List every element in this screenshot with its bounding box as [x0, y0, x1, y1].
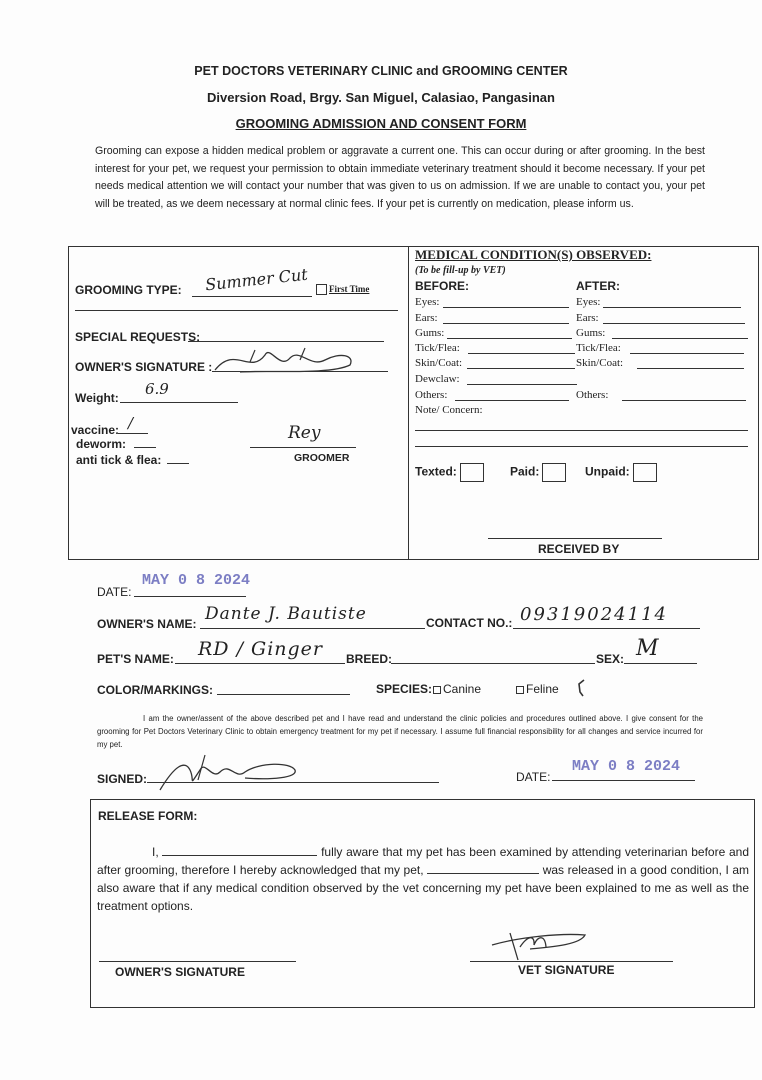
- received-by-line[interactable]: [488, 538, 662, 539]
- owner-name-line[interactable]: [200, 628, 425, 629]
- paid-checkbox[interactable]: [542, 463, 566, 482]
- first-time-checkbox[interactable]: [316, 284, 327, 295]
- sex-value: M: [636, 636, 659, 661]
- before-item-line-4[interactable]: [467, 368, 575, 369]
- contact-label: CONTACT NO.:: [426, 616, 513, 630]
- release-owner-sig-label: OWNER'S SIGNATURE: [115, 965, 245, 979]
- breed-line[interactable]: [391, 663, 595, 664]
- intro-paragraph: Grooming can expose a hidden medical problem or aggravate a current one. This can occur during or after grooming. In the best interest for your pet, we request your permission to obtain immediate veterinary treatment should it become necessary. If your pet needs medical attention we will contact your number that was given to us on admission. If we are unable to contact you, your pet will be treated, as we deem necessary at normal clinic fees. If your pet is currently on medication, please inform us.: [95, 145, 705, 210]
- groomer-line[interactable]: [250, 447, 356, 448]
- clinic-name: PET DOCTORS VETERINARY CLINIC and GROOMING CENTER: [194, 64, 568, 78]
- feline-checkbox[interactable]: [516, 686, 524, 694]
- groomer-value: Rey: [288, 423, 321, 443]
- canine-checkbox[interactable]: [433, 686, 441, 694]
- before-item-line-6[interactable]: [455, 400, 569, 401]
- after-item-line-0[interactable]: [603, 307, 741, 308]
- tick-flea-label: anti tick & flea:: [76, 453, 162, 467]
- form-title: GROOMING ADMISSION AND CONSENT FORM: [235, 116, 527, 131]
- consent-date-label: DATE:: [516, 770, 551, 784]
- release-title: RELEASE FORM:: [98, 809, 198, 823]
- sex-line[interactable]: [624, 663, 697, 664]
- sex-label: SEX:: [596, 652, 625, 666]
- release-text-2: was released in a good condition, I am also aware that if any medical condition observed by the vet concerning my pet have been explained to me as well as the treatment options.: [97, 863, 749, 913]
- release-name-blank[interactable]: [162, 855, 317, 856]
- after-label: AFTER:: [576, 279, 620, 293]
- weight-label: Weight:: [75, 391, 119, 405]
- owner-name-label: OWNER'S NAME:: [97, 617, 197, 631]
- release-paragraph: [97, 843, 749, 915]
- before-label: BEFORE:: [415, 279, 469, 293]
- date-stamp: MAY 0 8 2024: [142, 572, 251, 589]
- clinic-address: Diversion Road, Brgy. San Miguel, Calasiao, Pangasinan: [207, 90, 555, 105]
- medical-subtitle: (To be fill-up by VET): [415, 265, 506, 276]
- before-item-line-2[interactable]: [447, 338, 572, 339]
- before-item-label-2: Gums:: [415, 327, 445, 339]
- release-owner-sig-line[interactable]: [99, 961, 296, 962]
- after-item-label-5: Others:: [576, 389, 609, 401]
- consent-date-line[interactable]: [552, 780, 695, 781]
- vaccine-line[interactable]: [118, 433, 148, 434]
- medical-title: MEDICAL CONDITION(S) OBSERVED:: [415, 247, 652, 262]
- feline-option[interactable]: [516, 682, 559, 696]
- after-item-label-1: Ears:: [576, 312, 599, 324]
- texted-checkbox[interactable]: [460, 463, 484, 482]
- breed-label: BREED:: [346, 652, 393, 666]
- unpaid-field: [585, 463, 657, 482]
- before-item-label-0: Eyes:: [415, 296, 440, 308]
- groomer-label: GROOMER: [294, 452, 350, 464]
- first-time-label: First Time: [329, 284, 370, 294]
- before-item-line-1[interactable]: [443, 323, 569, 324]
- after-item-line-3[interactable]: [630, 353, 744, 354]
- after-item-label-3: Tick/Flea:: [576, 342, 621, 354]
- before-item-label-5: Dewclaw:: [415, 373, 460, 385]
- texted-field: [415, 463, 484, 482]
- after-item-label-2: Gums:: [576, 327, 606, 339]
- owner-signature-label: OWNER'S SIGNATURE :: [75, 360, 213, 374]
- release-text-1: fully aware that my pet has been examined by attending veterinarian before and after grooming, therefore I hereby acknowledged that my pet,: [97, 845, 749, 877]
- before-item-label-6: Others:: [415, 389, 448, 401]
- consent-text: I am the owner/assent of the above described pet and I have read and understand the clinic policies and procedures outlined above. I give consent for the grooming for Pet Doctors Veterinary Clinic to obtain emergency treatment for my pet if necessary. I assume full financial responsibility for all changes and service incurred for my pet.: [97, 714, 703, 749]
- note-line-2[interactable]: [415, 446, 748, 447]
- signed-label: SIGNED:: [97, 772, 148, 786]
- tick-flea-line[interactable]: [167, 463, 189, 464]
- species-label: SPECIES:: [376, 682, 433, 696]
- note-line-1[interactable]: [415, 430, 748, 431]
- date-line[interactable]: [134, 596, 246, 597]
- after-item-line-1[interactable]: [603, 323, 745, 324]
- vet-signature-scribble: [490, 925, 590, 965]
- before-item-line-0[interactable]: [443, 307, 569, 308]
- weight-line[interactable]: [120, 402, 238, 403]
- consent-date-stamp: MAY 0 8 2024: [572, 758, 681, 775]
- release-i: I,: [152, 845, 159, 859]
- weight-value: 6.9: [145, 380, 169, 398]
- grooming-type-line[interactable]: [192, 296, 312, 297]
- deworm-label: deworm:: [76, 437, 127, 451]
- received-by-label: RECEIVED BY: [538, 542, 620, 556]
- grooming-type-value: Summer Cut: [204, 264, 309, 295]
- color-markings-label: COLOR/MARKINGS:: [97, 683, 213, 697]
- pet-name-label: PET'S NAME:: [97, 652, 174, 666]
- grooming-extra-line: [75, 310, 398, 311]
- canine-label: Canine: [443, 682, 482, 696]
- date-label: DATE:: [97, 585, 132, 599]
- unpaid-checkbox[interactable]: [633, 463, 657, 482]
- first-time-option[interactable]: [316, 284, 369, 295]
- before-item-label-3: Tick/Flea:: [415, 342, 460, 354]
- pet-name-line[interactable]: [175, 663, 345, 664]
- feline-label: Feline: [526, 682, 559, 696]
- before-item-line-5[interactable]: [467, 384, 577, 385]
- special-requests-label: SPECIAL REQUESTS:: [75, 330, 201, 344]
- before-item-label-4: Skin/Coat:: [415, 357, 463, 369]
- release-pet-blank[interactable]: [427, 873, 539, 874]
- canine-option[interactable]: [433, 682, 481, 696]
- after-item-line-2[interactable]: [612, 338, 748, 339]
- before-item-line-3[interactable]: [468, 353, 575, 354]
- paid-label: Paid:: [510, 464, 540, 479]
- grooming-type-label: GROOMING TYPE:: [75, 283, 182, 297]
- unpaid-label: Unpaid:: [585, 464, 630, 479]
- pet-name-value: RD / Ginger: [198, 638, 323, 660]
- paid-field: [510, 463, 566, 482]
- contact-value: 09319024114: [520, 604, 668, 625]
- vaccine-label: vaccine:: [71, 423, 120, 437]
- deworm-line[interactable]: [134, 447, 156, 448]
- after-item-label-0: Eyes:: [576, 296, 601, 308]
- owner-signature-scribble: [210, 340, 360, 380]
- note-label: Note/ Concern:: [415, 404, 483, 416]
- after-item-line-4[interactable]: [637, 368, 744, 369]
- vaccine-value: /: [128, 414, 134, 432]
- signed-scribble: [150, 750, 300, 795]
- species-check-mark: [576, 678, 590, 698]
- after-item-label-4: Skin/Coat:: [576, 357, 624, 369]
- texted-label: Texted:: [415, 464, 457, 479]
- contact-line[interactable]: [513, 628, 700, 629]
- color-markings-line[interactable]: [217, 694, 350, 695]
- after-item-line-5[interactable]: [622, 400, 746, 401]
- before-item-label-1: Ears:: [415, 312, 438, 324]
- box-divider: [408, 246, 409, 559]
- owner-name-value: Dante J. Bautiste: [205, 604, 367, 624]
- release-vet-sig-label: VET SIGNATURE: [518, 963, 615, 977]
